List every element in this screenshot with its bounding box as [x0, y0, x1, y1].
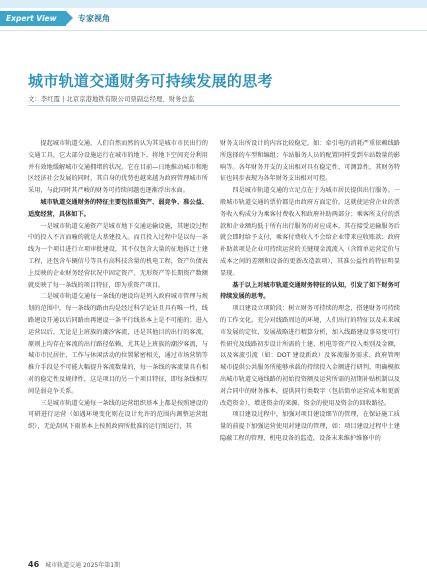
paragraph: 四是城市轨道交通的立足点在于为城市居民提供出行服务。一般城市轨道交通的票价都是由政府方面定价，这就使运营企业的票务收入构成分为乘客付费收入和政府补助两部分；乘客所支付的票款和企业额均低于所有出行服务的对应成本，其在接受运输服务后就会即时给予支付，乘客付费收入不会给企业带来应收账款；政府补助款项是企业可持续运营的关键现金流流入（含简单运营定价与成本之间的差额和设备的更新改造款项），其准公益性的特征明显显现。	[220, 187, 400, 277]
header-divider	[0, 30, 427, 31]
paragraph: 二是城市轨道交通每一条线的建设均是列入政府城市管理与规划的范围中，每一条线的路由均是经过科学论证且具有唯一性，线路建设开通以后同路由再建设一条平行线基本上是不可能的；进入运营以后，无论是上班族的潮汐客流，还是其他目的出行的客流，原则上均存在客流的出行路径依赖，尤其是上班族的潮汐客流，与城市市民居住、工作与休闲活动的位置紧密相关，通过市场营销等推介手段是不可能大幅提升客流数量的，每一条线的客流量具有相对的稳定性及规律性，这是项目的另一个项目特征，即每条线相互间是弱竞争关系。	[28, 293, 208, 395]
journal-name: 城市轨道交通 2025年第1期	[45, 562, 121, 569]
lead-paragraph: 城市轨道交通财务的特征主要包括重资产、弱竞争、准公益、适度经营，具体如下。	[28, 198, 208, 218]
paragraph: 三是城市轨道交通每一条线的运营组织基本上都是按照建设的可研进行运营（如遇环境变化则在设计允许的范围内调整运营组织），无论刮风下雨基本上按照政府所批准的运行图运行，其	[28, 399, 208, 431]
paragraph: 提起城市轨道交通，人们自然而然的认为其是城市市民出行的交通工具，它大部分设施运行在城市的地下，将地下空间充分利用并有效地缓解城市交通拥堵的状况。它在目前—日地推动城市和地区经济社会发展的同时，其自身的优势也越来越为政府管理城市所采用，与此同时其严峻的财务可持续问题也逐渐浮出水面。	[28, 140, 208, 195]
byline-divider	[28, 105, 400, 106]
article-byline: 文：李红霞 | 北京京港地铁有限公司票副总经理、财务总监	[28, 96, 195, 103]
section-tag: Expert View	[0, 11, 66, 26]
left-column	[28, 138, 208, 433]
paragraph: 项目建设过程中，加强对项目建设细节的管理，在保证施工质量的前提下加强运营使用对建设的管理，如：项目建设过程中土建隐蔽工程的管理，机电设备的监造，设备未来维护维修中的	[220, 411, 400, 442]
right-column	[220, 138, 400, 445]
page-number: 46	[28, 560, 40, 569]
paragraph: 财务支出所设计的内容比较稳定，如：牵引电的消耗严重依赖线路所选择的车型和编组；车站服务人员的配置同样受到车站数量的影响等。各年财务开支的支出相对具有稳定性、可测算性，其财务特征也同步表现为各年财务支出相对可控。	[220, 140, 400, 183]
article-title: 城市轨道交通财务可持续发展的思考	[28, 72, 273, 90]
paragraph: 一是城市轨道交通资产是城市地下交通运输设施，其建设过程中的投入不言而喻的就是大基建投入。而且投入过程中是以每一条线为一个项目进行立项审批建设，其不仅包含大量的征地拆迁土建工程，还包含车辆信号等具有高科技含量的机电工程，资产负债表上反映的企业财务经营状况中固定资产、无形资产等长期资产数额就反映了每一条线的项目特征，即为重资产项目。	[28, 222, 208, 289]
paragraph: 项目建设立项阶段：树立财务可持续的理念，搭建财务可持续的工作文化。充分对线路周边的环境，人们出行的特征以及未来城市发展的定位、发展战略进行精算分析，加入线路建设事易度可行性研究及线路初步设计所需的土建、机电等资产投入类别及金额，以及客流引流（如：DOT 建设新政）及客流服务需求、政府管理城市提供公共服务所能够承载的持续投入金额进行研判，明确模拟出城市轨道交通线路的初始投资额及运营所需的初期补贴机制以及对合同中的财务推本，提供同行类数字（包括简单运营成本和更新改造资金），增进资金的来源、资金的使用及资金的回收路径。	[220, 305, 400, 407]
header-strip	[0, 0, 427, 8]
lead-paragraph: 基于以上对城市轨道交通财务特征的认知，引发了如下财务可持续发展的思考。	[220, 281, 400, 301]
page-footer	[28, 560, 120, 569]
section-title: 专家视角	[78, 14, 110, 23]
